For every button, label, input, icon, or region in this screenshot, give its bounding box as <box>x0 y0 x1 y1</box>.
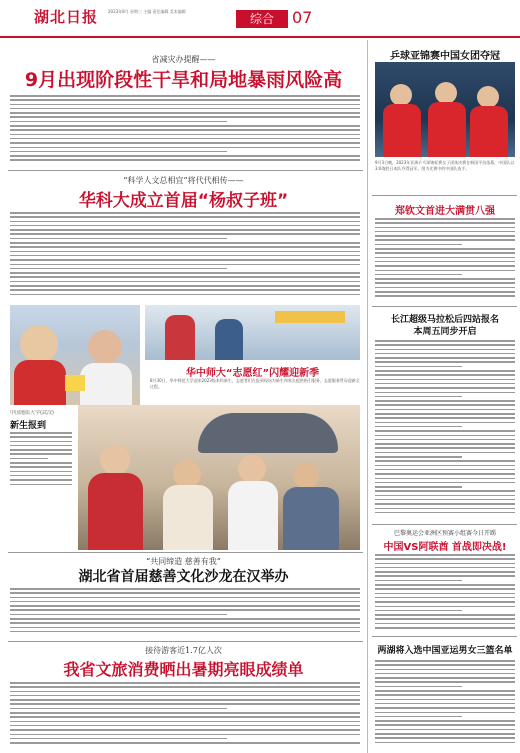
text-line <box>10 121 227 123</box>
text-line <box>10 159 360 161</box>
cug-body <box>10 432 72 492</box>
text-line <box>375 588 515 590</box>
player-body <box>428 102 466 157</box>
text-line <box>10 475 72 477</box>
text-line <box>375 554 515 556</box>
text-line <box>375 340 515 342</box>
text-line <box>375 610 462 612</box>
text-line <box>10 242 360 244</box>
text-line <box>10 276 360 278</box>
charity-body <box>10 588 360 638</box>
text-line <box>10 246 360 248</box>
marathon-body <box>375 340 515 520</box>
text-line <box>10 138 360 140</box>
drought-body-lines <box>10 95 360 161</box>
text-line <box>375 387 515 389</box>
sign-board <box>65 375 85 391</box>
text-line <box>10 601 360 603</box>
tourism-body-lines <box>10 682 360 744</box>
text-line <box>375 508 515 510</box>
drought-headline: 9月出现阶段性干旱和局地暴雨风险高 <box>24 69 343 91</box>
grandpa-body-lines <box>10 212 360 295</box>
zheng-body-lines <box>375 218 515 297</box>
text-line <box>10 484 72 486</box>
text-line <box>375 503 515 505</box>
text-line <box>10 699 360 701</box>
cug-title: 中国地质大学(武汉) <box>10 410 54 416</box>
text-line <box>10 597 360 599</box>
text-line <box>375 257 515 259</box>
table-tennis-photo <box>375 62 515 157</box>
text-line <box>375 694 515 696</box>
section-rule <box>8 552 363 553</box>
section-label: 综合 <box>236 10 288 28</box>
text-line <box>375 601 515 603</box>
text-line <box>375 422 515 424</box>
text-line <box>10 471 72 473</box>
text-line <box>375 452 515 454</box>
text-line <box>375 435 515 437</box>
charity-body-lines <box>10 588 360 632</box>
text-line <box>375 231 515 233</box>
text-line <box>375 447 515 449</box>
zheng-headline: 郑钦文首进大满贯八强 <box>395 206 495 217</box>
text-line <box>375 295 515 297</box>
newspaper-logo: 湖北日报 <box>34 8 99 26</box>
banner <box>275 311 345 323</box>
player-body <box>383 104 421 157</box>
text-line <box>10 729 360 731</box>
text-line <box>10 445 72 447</box>
text-line <box>10 742 360 744</box>
text-line <box>375 278 515 280</box>
text-line <box>10 104 360 106</box>
text-line <box>375 486 462 488</box>
text-line <box>375 252 515 254</box>
text-line <box>375 664 515 666</box>
text-line <box>375 712 515 714</box>
cug-headline: 新生报到 <box>10 421 47 431</box>
text-line <box>375 703 515 705</box>
text-line <box>10 294 360 296</box>
text-line <box>375 597 515 599</box>
text-line <box>10 609 360 611</box>
football-body-lines <box>375 554 515 629</box>
text-line <box>10 281 360 283</box>
student-face <box>20 325 58 363</box>
text-line <box>375 392 515 394</box>
text-line <box>375 575 515 577</box>
text-line <box>10 147 360 149</box>
text-line <box>375 218 515 220</box>
text-line <box>10 151 227 153</box>
masthead <box>0 0 520 38</box>
text-line <box>375 499 515 501</box>
text-line <box>375 396 462 398</box>
text-line <box>10 134 360 136</box>
text-line <box>375 495 515 497</box>
text-line <box>375 478 515 480</box>
text-line <box>10 268 227 270</box>
student2-face <box>88 330 122 364</box>
text-line <box>375 512 515 514</box>
text-line <box>375 681 515 683</box>
page-number: 07 <box>292 8 313 27</box>
text-line <box>10 142 360 144</box>
tourism-headline: 我省文旅消费晒出暑期亮眼成绩单 <box>63 660 304 679</box>
text-line <box>375 374 515 376</box>
text-line <box>10 95 360 97</box>
text-line <box>10 721 360 723</box>
text-line <box>10 449 72 451</box>
text-line <box>375 490 515 492</box>
student-body <box>14 360 66 405</box>
cug-body-lines <box>10 432 72 485</box>
student-photo <box>10 305 140 405</box>
drought-body <box>10 95 360 165</box>
zheng-body <box>375 218 515 302</box>
text-line <box>10 108 360 110</box>
text-line <box>375 660 515 662</box>
text-line <box>375 469 515 471</box>
text-line <box>10 221 360 223</box>
text-line <box>10 285 360 287</box>
selection-body-lines <box>375 660 515 743</box>
text-line <box>375 291 515 293</box>
text-line <box>375 677 515 679</box>
text-line <box>375 571 515 573</box>
text-line <box>10 458 48 460</box>
text-line <box>10 734 360 736</box>
text-line <box>10 462 72 464</box>
text-line <box>375 353 515 355</box>
text-line <box>10 264 360 266</box>
text-line <box>375 618 515 620</box>
text-line <box>375 383 515 385</box>
person-face <box>100 445 130 475</box>
text-line <box>375 222 515 224</box>
text-line <box>10 618 360 620</box>
text-line <box>375 473 515 475</box>
text-line <box>10 453 72 455</box>
person-body <box>228 481 278 550</box>
text-line <box>375 733 515 735</box>
section-rule <box>372 195 517 196</box>
text-line <box>375 584 515 586</box>
text-line <box>10 592 360 594</box>
grandpa-body <box>10 212 360 302</box>
marathon-body-lines <box>375 340 515 513</box>
text-line <box>10 432 72 434</box>
text-line <box>375 623 515 625</box>
text-line <box>375 439 515 441</box>
text-line <box>375 465 515 467</box>
section-rule <box>8 641 363 642</box>
text-line <box>375 287 515 289</box>
text-line <box>375 227 515 229</box>
marathon-headline: 长江超级马拉松后四站报名 <box>390 315 499 325</box>
tourism-subhead: 接待游客近1.7亿人次 <box>145 646 222 655</box>
text-line <box>375 265 515 267</box>
umbrella <box>198 413 338 453</box>
section-rule <box>372 524 517 525</box>
text-line <box>10 695 360 697</box>
volunteer-headline: 华中师大“志愿红”闪耀迎新季 <box>185 368 320 379</box>
text-line <box>375 593 515 595</box>
volunteer-figure <box>165 315 195 360</box>
text-line <box>10 116 360 118</box>
issue-info: 2023年8月 星期三 主编 责任编辑 美术编辑 <box>108 9 186 14</box>
text-line <box>375 614 515 616</box>
text-line <box>10 682 360 684</box>
football-body <box>375 554 515 632</box>
text-line <box>375 239 515 241</box>
text-line <box>10 622 360 624</box>
text-line <box>375 737 515 739</box>
text-line <box>10 479 72 481</box>
section-rule <box>372 636 517 637</box>
text-line <box>375 673 515 675</box>
text-line <box>10 725 360 727</box>
text-line <box>375 361 515 363</box>
text-line <box>10 691 360 693</box>
column-divider <box>367 40 368 753</box>
text-line <box>375 567 515 569</box>
text-line <box>10 716 360 718</box>
text-line <box>375 456 462 458</box>
player-body <box>470 106 508 157</box>
text-line <box>10 259 360 261</box>
text-line <box>375 409 515 411</box>
text-line <box>10 441 72 443</box>
text-line <box>10 212 360 214</box>
text-line <box>375 716 462 718</box>
tt-headline: 乒球亚锦赛中国女团夺冠 <box>390 51 500 62</box>
text-line <box>10 125 360 127</box>
section-rule <box>372 306 517 307</box>
text-line <box>10 588 360 590</box>
text-line <box>375 357 515 359</box>
text-line <box>10 233 360 235</box>
text-line <box>375 274 462 276</box>
text-line <box>375 707 515 709</box>
volunteer-caption: 8月30日，华中师范大学迎来2023级本科新生，志愿者们在报到现场为新生和家长提供指引服务，志愿服务贯穿迎新全过程。 <box>150 378 360 389</box>
text-line <box>10 289 360 291</box>
charity-subhead: “共同缔造 慈善有我” <box>146 557 221 566</box>
charity-headline: 湖北省首届慈善文化沙龙在汉举办 <box>78 569 289 585</box>
section-rule <box>8 170 363 171</box>
volunteer-main-photo <box>78 405 360 550</box>
text-line <box>10 251 360 253</box>
text-line <box>10 225 360 227</box>
text-line <box>375 379 515 381</box>
text-line <box>375 426 462 428</box>
person-body <box>163 485 213 550</box>
text-line <box>375 729 515 731</box>
volunteer-top-photo <box>145 305 360 360</box>
player-face <box>477 86 499 108</box>
text-line <box>375 366 462 368</box>
text-line <box>375 417 515 419</box>
person-face <box>173 460 201 488</box>
text-line <box>375 270 515 272</box>
text-line <box>10 703 360 705</box>
selection-headline: 两湖将入选中国亚运男女三篮名单 <box>377 646 513 656</box>
text-line <box>10 272 360 274</box>
text-line <box>10 238 227 240</box>
text-line <box>375 430 515 432</box>
text-line <box>375 443 515 445</box>
tourism-body <box>10 682 360 750</box>
text-line <box>10 129 360 131</box>
text-line <box>10 614 227 616</box>
text-line <box>375 370 515 372</box>
text-line <box>375 413 515 415</box>
text-line <box>375 720 515 722</box>
text-line <box>375 724 515 726</box>
selection-body <box>375 660 515 750</box>
text-line <box>10 466 72 468</box>
text-line <box>10 627 360 629</box>
text-line <box>10 738 227 740</box>
text-line <box>375 404 515 406</box>
text-line <box>10 436 72 438</box>
text-line <box>10 631 360 633</box>
text-line <box>375 699 515 701</box>
player-face <box>435 82 457 104</box>
text-line <box>375 690 515 692</box>
person-body <box>283 487 339 550</box>
player-face <box>390 84 412 106</box>
text-line <box>10 229 360 231</box>
drought-subhead: 省减灾办提醒—— <box>151 55 216 64</box>
text-line <box>10 112 360 114</box>
text-line <box>375 235 515 237</box>
volunteer-figure <box>215 319 243 360</box>
text-line <box>10 605 360 607</box>
text-line <box>10 216 360 218</box>
student2-body <box>80 363 132 405</box>
text-line <box>375 460 515 462</box>
text-line <box>375 558 515 560</box>
text-line <box>375 400 515 402</box>
grandpa-subhead: “科学人文总相宜”将代代相传—— <box>123 176 244 185</box>
football-subhead: 巴黎奥运会亚洲区预赛小组赛今日开踢 <box>393 530 496 537</box>
text-line <box>375 261 515 263</box>
text-line <box>375 742 515 744</box>
text-line <box>375 482 515 484</box>
marathon-headline2: 本周五同步开启 <box>413 327 477 337</box>
text-line <box>10 99 360 101</box>
text-line <box>375 669 515 671</box>
text-line <box>375 244 462 246</box>
text-line <box>10 255 360 257</box>
text-line <box>375 282 515 284</box>
text-line <box>375 349 515 351</box>
text-line <box>375 344 515 346</box>
text-line <box>375 248 515 250</box>
text-line <box>10 155 360 157</box>
text-line <box>375 606 515 608</box>
person-face <box>238 455 266 483</box>
football-headline: 中国VS阿联酋 首战即决战! <box>383 542 507 553</box>
text-line <box>10 708 227 710</box>
person-face <box>293 463 319 489</box>
grandpa-headline: 华科大成立首届“杨叔子班” <box>78 191 289 211</box>
text-line <box>375 563 515 565</box>
text-line <box>375 580 462 582</box>
text-line <box>10 712 360 714</box>
text-line <box>10 686 360 688</box>
text-line <box>375 686 462 688</box>
person-body <box>88 473 143 550</box>
text-line <box>375 627 515 629</box>
tt-caption: 9月3日晚，2023年亚洲乒乓球锦标赛女子团体决赛在韩国平昌落幕，中国队以3:0战胜日本队夺得冠军。图为比赛中的中国队选手。 <box>375 160 515 171</box>
